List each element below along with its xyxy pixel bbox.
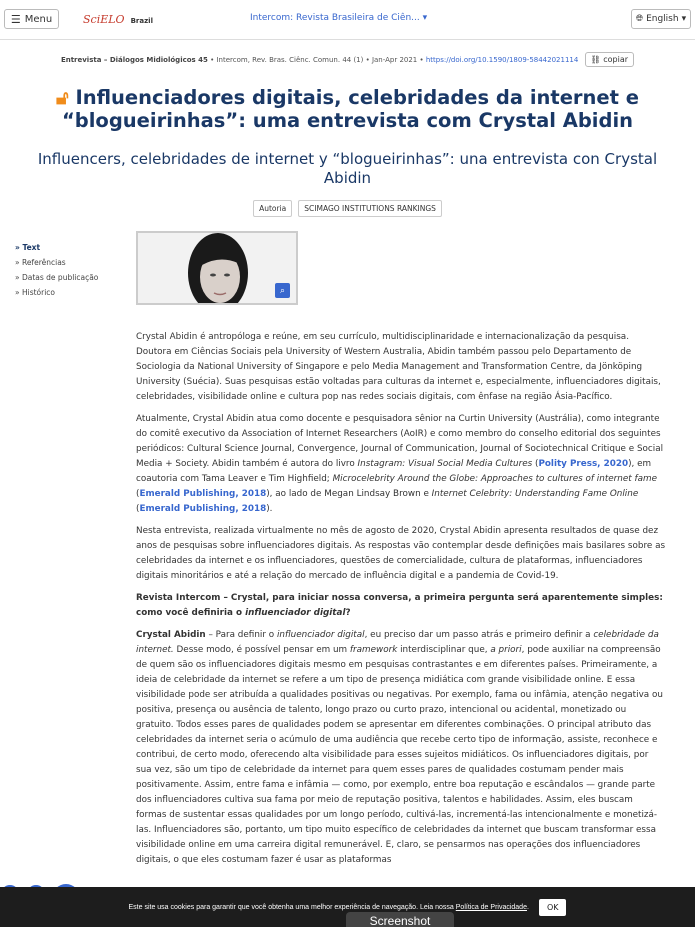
chevron-down-icon: ▾ — [681, 14, 687, 24]
publisher-link-emerald-2[interactable]: Emerald Publishing, 2018 — [139, 504, 267, 514]
paragraph-interview-intro: Nesta entrevista, realizada virtualmente no mês de agosto de 2020, Crystal Abidin apresenta resultados de quase dez anos de pesquisas sobre influenciadores digitais. As respostas vão contemplar desde definições mais basilares sobre as celebridades da internet e os influenciadores, questões de comercialidade, cultura de plataformas, influenciadores digitais minoritários e até a relação do mercado de influência digital e a pandemia de Covid-19. — [136, 526, 666, 581]
logo-region: Brazil — [130, 17, 153, 25]
copy-label: copiar — [603, 55, 629, 64]
sidenav-item-history[interactable]: » Histórico — [15, 288, 56, 297]
article-title — [40, 86, 655, 132]
chevron-down-icon: ▾ — [422, 13, 428, 23]
article-body — [136, 330, 666, 875]
publisher-link-polity[interactable]: Polity Press, 2020 — [538, 459, 629, 469]
copy-button[interactable] — [585, 52, 635, 67]
question-1: Revista Intercom – Crystal, para iniciar nossa conversa, a primeira pergunta será aparentemente simples: como você definiria o influenciador digital? — [136, 593, 663, 618]
article-title-text: Influenciadores digitais, celebridades da internet e “blogueirinhas”: uma entrevista com Crystal Abidin — [61, 86, 639, 132]
citation-line — [0, 52, 695, 67]
link-icon: ⛓︎ — [590, 55, 604, 64]
tag-authorship[interactable]: Autoria — [253, 200, 292, 217]
top-navbar — [0, 0, 695, 40]
journal-dropdown[interactable] — [250, 13, 427, 23]
sidenav-item-references[interactable]: » Referências — [15, 258, 66, 267]
open-access-icon[interactable]: 🔓︎ — [56, 86, 69, 109]
globe-icon: 🌐︎ — [635, 14, 644, 24]
answer-1: Crystal Abidin – Para definir o influenciador digital, eu preciso dar um passo atrás e primeiro definir a celebridade da internet. Desse modo, é possível pensar em um framework interdisciplinar que, a priori, pode auxiliar na compreensão de quem são os influenciadores digitais mesmo em pesquisas contrastantes e em diferentes países. Primeiramente, a ideia de celebridade da internet se refere a um tipo de presença midiática com grande visibilidade online. E essa visibilidade pode ser atribuída a qualidades positivas ou negativas. Por exemplo, fama ou infâmia, atenção negativa ou positiva, presença ou ausência de talento, longo prazo ou curto prazo, intencional ou acidental, monetizado ou gratuito. Todos esses pares de qualidades podem se apresentar em diferentes combinações. O principal atributo das celebridades da internet seria o acúmulo de uma audiência que recebe certo tipo de informação, assiste, reconhece e contribui, de certo modo, oferecendo alta visibilidade para esses sujeitos midiáticos. Os influenciadores digitais, por sua vez, são um tipo de celebridade da internet para quem esses pares de qualidades costumam pender mais positivamente. Assim, entre fama e infâmia — como, por exemplo, entre boa reputação e escândalos — grande parte dos influenciadores cultiva sua fama por meio de reputação positiva, talentos e habilidades. Assim, eles buscam formas de sustentar essas qualidades por um longo período, cultivá-las, incrementá-las intencionalmente e monetizá-las. Influenciadores são, portanto, um tipo muito específico de celebridades da internet que buscam transformar essa visibilidade online em uma carreira digital remunerável. E, claro, se pensarmos nas operações dos influenciadores digitais, o que eles costumam fazer é usar as plataformas — [136, 630, 663, 865]
scielo-logo[interactable] — [83, 6, 153, 32]
language-label: English — [646, 14, 679, 24]
menu-button[interactable] — [4, 9, 59, 29]
menu-icon: ☰ — [10, 12, 21, 26]
sidenav-item-publication-dates[interactable]: » Datas de publicação — [15, 273, 99, 282]
section-label: Entrevista – Diálogos Midiológicos 45 — [60, 56, 208, 64]
cookie-ok-button[interactable]: OK — [539, 899, 567, 916]
citation-reference: • Intercom, Rev. Bras. Ciênc. Comun. 44 (1) • Jan-Apr 2021 • — [207, 56, 426, 64]
tag-scimago[interactable]: SCIMAGO INSTITUTIONS RANKINGS — [298, 200, 442, 217]
zoom-icon[interactable]: ⌕ — [275, 283, 290, 298]
author-portrait-image — [138, 233, 296, 303]
cookie-message: Este site usa cookies para garantir que você obtenha uma melhor experiência de navegação. Leia nossa Política de Privacidade. — [128, 903, 529, 911]
paragraph-current-role: Atualmente, Crystal Abidin atua como docente e pesquisadora sênior na Curtin University (Austrália), como integrante do comitê executivo da Association of Internet Researchers (AoIR) e como membro do conselho editorial dos seguintes periódicos: Cultural Science Journal, Convergence, Journal of Communication, Journal of Sociotechnical Critique e Social Media + Society. Abidin também é autora do livro Instagram: Visual Social Media Cultures (Polity Press, 2020), em coautoria com Tama Leaver e Tim Highfield; Microcelebrity Around the Globe: Approaches to cultures of internet fame (Emerald Publishing, 2018), ao lado de Megan Lindsay Brown e Internet Celebrity: Understanding Fame Online (Emerald Publishing, 2018). — [136, 414, 664, 514]
privacy-policy-link[interactable]: Política de Privacidade — [455, 903, 527, 911]
language-button[interactable] — [631, 9, 691, 29]
menu-label: Menu — [24, 13, 53, 25]
journal-dropdown-label: Intercom: Revista Brasileira de Ciên... — [250, 13, 420, 23]
screenshot-label: Screenshot — [346, 912, 454, 927]
article-side-nav — [15, 240, 98, 300]
article-tags — [0, 200, 695, 217]
publisher-link-emerald-1[interactable]: Emerald Publishing, 2018 — [139, 489, 267, 499]
logo-text: SciELO — [83, 12, 125, 26]
author-photo[interactable] — [136, 231, 298, 305]
article-subtitle: Influencers, celebridades de internet y “blogueirinhas”: una entrevista con Crystal Abidin — [37, 150, 658, 187]
doi-link[interactable]: https://doi.org/10.1590/1809-58442021114 — [425, 56, 579, 64]
sidenav-item-text[interactable]: » Text — [15, 243, 41, 252]
paragraph-bio: Crystal Abidin é antropóloga e reúne, em seu currículo, multidisciplinaridade e internacionalização da pesquisa. Doutora em Ciências Sociais pela University of Western Australia, Abidin também passou pelo Departamento de Sociologia da National University of Singapore e pelo Media Management and Transformation Centre, da Jönköping University (Suécia). Suas pesquisas estão voltadas para culturas da internet e, especialmente, influenciadores digitais, celebridades, visibilidade online e cultura pop nas redes sociais digitais, com ênfase na região Ásia-Pacífico. — [136, 332, 661, 402]
